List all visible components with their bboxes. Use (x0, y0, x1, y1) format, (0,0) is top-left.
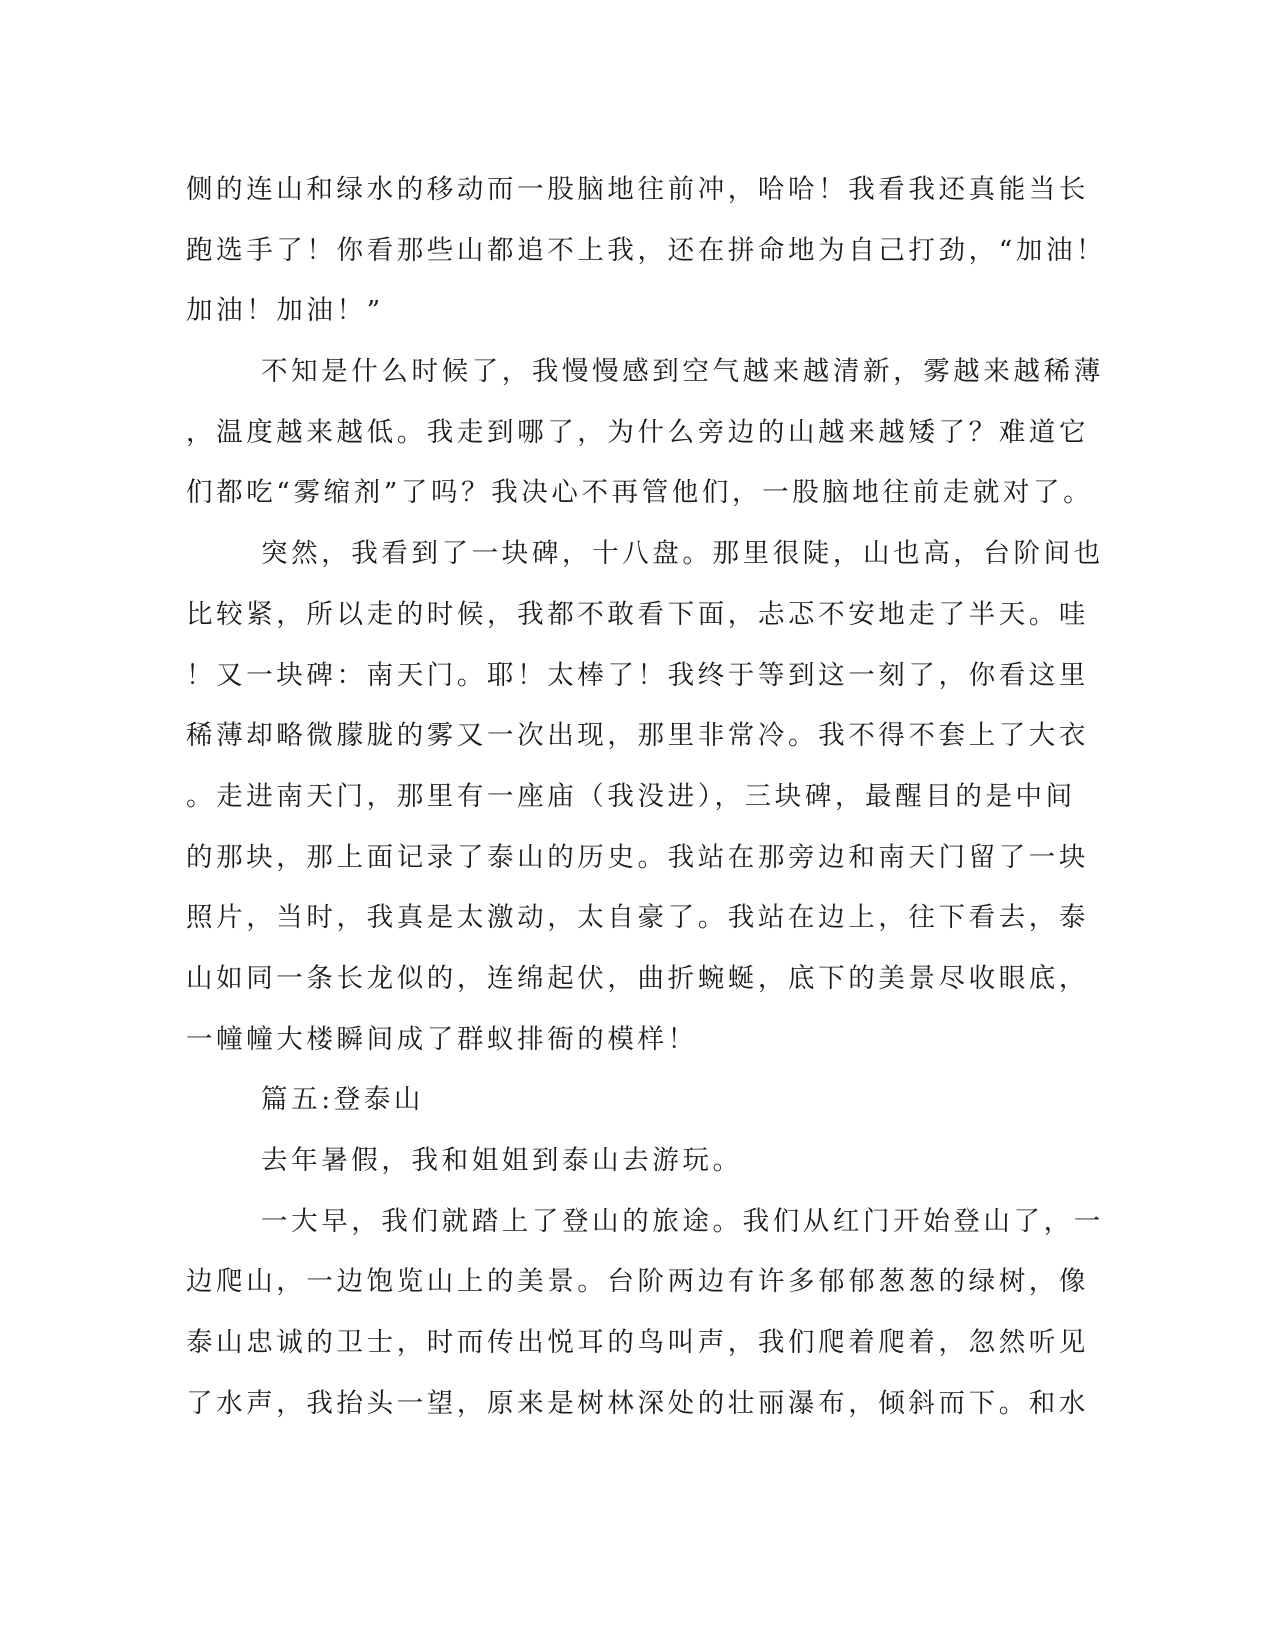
body-text (186, 160, 1107, 1434)
text-line: ，温度越来越低。我走到哪了，为什么旁边的山越来越矮了？难道它 (186, 416, 1089, 448)
text-line: 。走进南天门，那里有一座庙（我没进），三块碑，最醒目的是中间 (186, 780, 1076, 812)
text-line: 的那块，那上面记录了泰山的历史。我站在那旁边和南天门留了一块 (186, 841, 1089, 873)
paragraph-start-line: 不知是什么时候了，我慢慢感到空气越来越清新，雾越来越稀薄 (261, 356, 1104, 388)
text-line: 们都吃“雾缩剂”了吗？我决心不再管他们，一股脑地往前走就对了。 (186, 477, 1094, 509)
paragraph-start-line: 一大早，我们就踏上了登山的旅途。我们从红门开始登山了，一 (261, 1205, 1104, 1237)
text-line: 稀薄却略微朦胧的雾又一次出现，那里非常冷。我不得不套上了大衣 (186, 720, 1089, 752)
paragraph-start-line: 去年暑假，我和姐姐到泰山去游玩。 (261, 1145, 743, 1176)
text-line: 比较紧，所以走的时候，我都不敢看下面，忐忑不安地走了半天。哇 (186, 598, 1089, 630)
text-line: 照片，当时，我真是太激动，太自豪了。我站在边上，往下看去，泰 (186, 902, 1089, 934)
section-heading: 篇五:登泰山 (261, 1084, 425, 1116)
text-line: 山如同一条长龙似的，连绵起伏，曲折蜿蜒，底下的美景尽收眼底， (186, 962, 1089, 994)
text-line: 了水声，我抬头一望，原来是树林深处的壮丽瀑布，倾斜而下。和水 (186, 1387, 1089, 1419)
text-line: 一幢幢大楼瞬间成了群蚁排衙的模样！ (186, 1023, 698, 1055)
text-line: 泰山忠诚的卫士，时而传出悦耳的鸟叫声，我们爬着爬着，忽然听见 (186, 1327, 1089, 1359)
text-line: ！又一块碑：南天门。耶！太棒了！我终于等到这一刻了，你看这里 (186, 659, 1089, 691)
text-line: 边爬山，一边饱览山上的美景。台阶两边有许多郁郁葱葱的绿树，像 (186, 1266, 1089, 1298)
text-line: 跑选手了！你看那些山都追不上我，还在拼命地为自己打劲，“加油！ (186, 234, 1107, 266)
text-line: 加油！加油！” (186, 295, 384, 327)
text-line: 侧的连山和绿水的移动而一股脑地往前冲，哈哈！我看我还真能当长 (186, 174, 1089, 205)
paragraph-start-line: 突然，我看到了一块碑，十八盘。那里很陡，山也高，台阶间也 (261, 538, 1104, 570)
